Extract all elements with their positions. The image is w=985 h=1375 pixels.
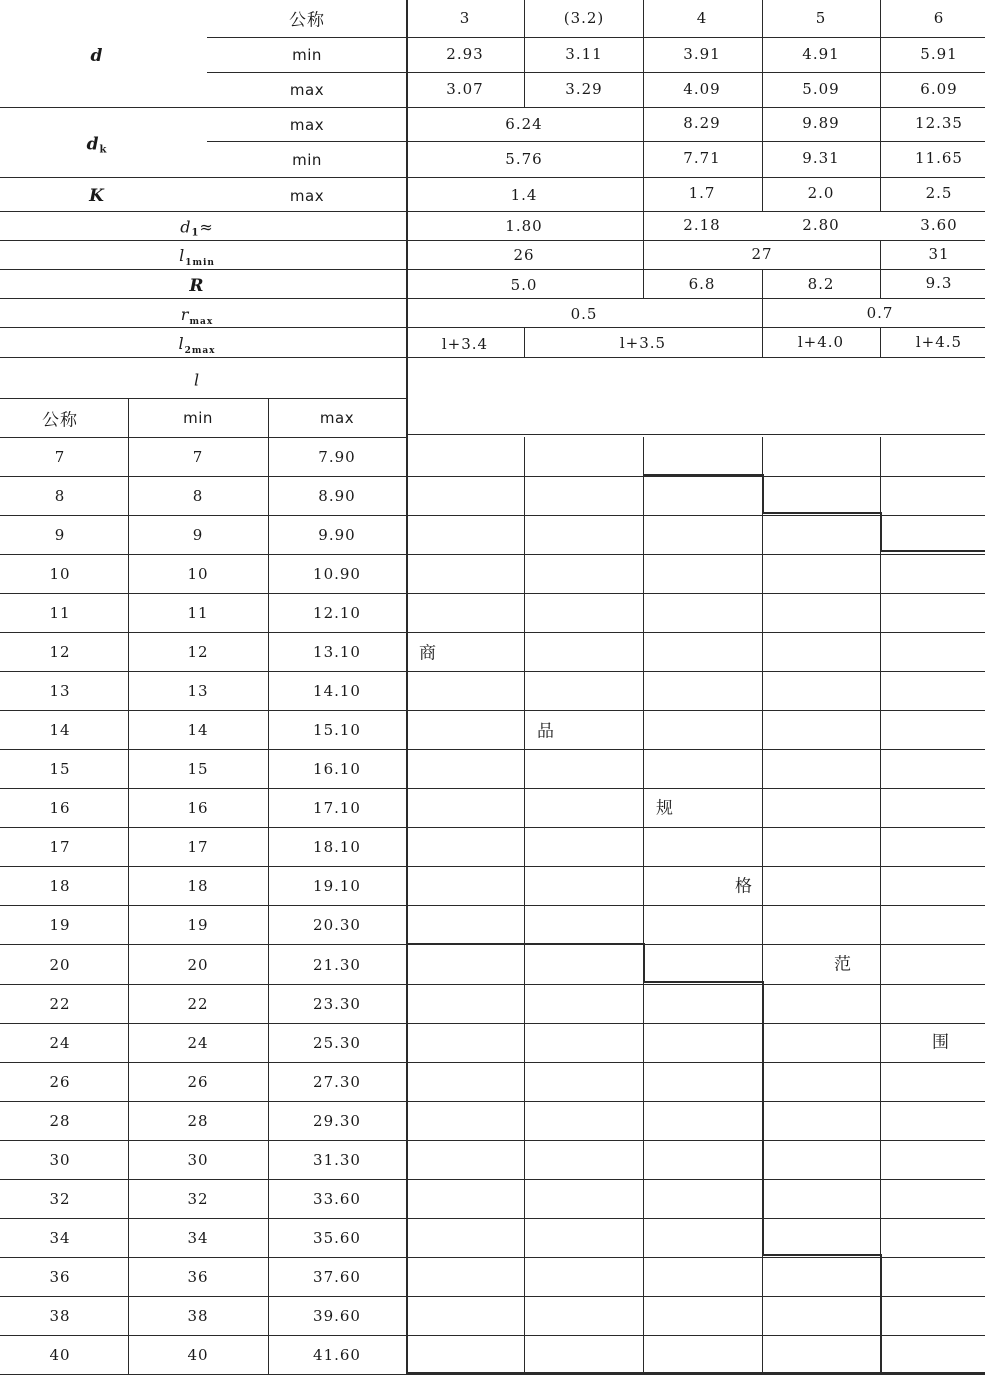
- grid-line: [0, 1101, 406, 1102]
- max-label: max: [289, 187, 325, 205]
- grid-line: [0, 788, 406, 789]
- grid-line: [880, 512, 882, 551]
- grid-line: [268, 398, 269, 1375]
- d-min-value: 5.91: [920, 45, 958, 63]
- length-max-value: 27.30: [313, 1072, 361, 1091]
- grid-line: [880, 437, 881, 1375]
- grid-line: [880, 0, 881, 107]
- length-nominal-value: 15: [49, 760, 71, 779]
- max-label: max: [289, 116, 325, 134]
- grid-line: [0, 240, 985, 241]
- grid-line: [880, 327, 881, 357]
- nominal-size-label: 公称: [289, 10, 325, 31]
- length-max-value: 16.10: [313, 760, 361, 779]
- length-max-value: 7.90: [318, 448, 356, 466]
- length-min-value: 40: [187, 1345, 209, 1364]
- length-max-value: 18.10: [313, 838, 361, 857]
- k-max-value: 2.5: [925, 184, 953, 202]
- param-d-symbol: d: [90, 46, 104, 66]
- length-nominal-value: 14: [49, 721, 71, 740]
- length-max-value: 33.60: [313, 1189, 361, 1208]
- length-min-value: 16: [187, 799, 209, 818]
- l2-value: l+3.4: [441, 335, 489, 353]
- grid-line: [0, 671, 406, 672]
- param-l1-symbol: $l_{1min}$: [179, 246, 215, 268]
- length-nominal-value: 18: [49, 877, 71, 896]
- size-header: 6: [933, 9, 945, 27]
- length-max-value: 23.30: [313, 994, 361, 1013]
- dk-max-value: 12.35: [915, 114, 963, 132]
- length-symbol: l: [193, 370, 201, 390]
- grid-line: [406, 710, 985, 711]
- rmax-value: 0.7: [866, 304, 894, 322]
- grid-line: [643, 107, 644, 211]
- min-label: min: [292, 46, 322, 64]
- length-nominal-value: 17: [49, 838, 71, 857]
- length-min-value: 32: [187, 1189, 209, 1208]
- grid-line: [406, 593, 985, 594]
- length-max-value: 13.10: [313, 643, 361, 662]
- length-min-value: 26: [187, 1072, 209, 1091]
- length-nominal-value: 22: [49, 994, 71, 1013]
- length-max-value: 14.10: [313, 682, 361, 701]
- length-nominal-value: 9: [54, 526, 66, 545]
- grid-line: [762, 327, 763, 357]
- length-nominal-value: 30: [49, 1150, 71, 1169]
- grid-line: [406, 632, 985, 633]
- grid-line: [406, 943, 643, 945]
- length-min-value: 38: [187, 1306, 209, 1325]
- length-nominal-value: 24: [49, 1033, 71, 1052]
- grid-line: [128, 398, 406, 399]
- dk-max-value: 6.24: [505, 115, 543, 133]
- param-l2-symbol: $l_{2max}$: [178, 334, 216, 356]
- grid-line: [762, 107, 763, 211]
- grid-line: [0, 515, 406, 516]
- grid-line: [406, 1335, 985, 1336]
- length-max-value: 17.10: [313, 799, 361, 818]
- grid-line: [0, 944, 406, 945]
- length-min-value: 13: [187, 682, 209, 701]
- grid-line: [880, 107, 881, 211]
- grid-line: [643, 474, 762, 476]
- l2-value: l+4.0: [797, 333, 845, 351]
- d-max-value: 6.09: [920, 80, 958, 98]
- grid-line: [406, 1218, 985, 1219]
- grid-line: [0, 298, 985, 299]
- d1-value: 2.18: [683, 216, 721, 234]
- grid-line: [762, 474, 764, 513]
- length-nominal-value: 28: [49, 1111, 71, 1130]
- grid-line: [406, 1023, 985, 1024]
- d-min-value: 3.91: [683, 45, 721, 63]
- size-header: 4: [696, 9, 708, 27]
- d-min-value: 2.93: [446, 45, 484, 63]
- grid-line: [0, 357, 985, 358]
- d1-value: 3.60: [920, 216, 958, 234]
- grid-line: [406, 1257, 985, 1258]
- range-marker-char: 商: [419, 643, 437, 664]
- grid-line: [880, 269, 881, 298]
- grid-line: [643, 0, 644, 107]
- l2-value: l+4.5: [915, 333, 963, 351]
- l2-value: l+3.5: [619, 334, 667, 352]
- d1-value: 1.80: [505, 217, 543, 235]
- length-max-value: 37.60: [313, 1267, 361, 1286]
- d-max-value: 5.09: [802, 80, 840, 98]
- length-min-value: 14: [187, 721, 209, 740]
- grid-line: [406, 0, 408, 1375]
- grid-line: [762, 981, 764, 1255]
- length-min-value: 15: [187, 760, 209, 779]
- length-min-label: min: [183, 409, 213, 427]
- r-value: 6.8: [688, 275, 716, 293]
- param-d1-symbol: $d_1\approx$: [180, 217, 214, 239]
- grid-line: [0, 211, 985, 212]
- grid-line: [0, 107, 985, 108]
- length-nominal-value: 12: [49, 643, 71, 662]
- length-nominal-value: 34: [49, 1228, 71, 1247]
- range-marker-char: 品: [537, 721, 555, 742]
- size-header: 5: [815, 9, 827, 27]
- grid-line: [0, 632, 406, 633]
- k-max-value: 2.0: [807, 184, 835, 202]
- r-value: 9.3: [925, 274, 953, 292]
- length-max-value: 25.30: [313, 1033, 361, 1052]
- dk-min-value: 11.65: [915, 149, 963, 167]
- param-k-symbol: K: [89, 186, 105, 206]
- length-max-value: 35.60: [313, 1228, 361, 1247]
- grid-line: [762, 298, 763, 327]
- length-max-value: 29.30: [313, 1111, 361, 1130]
- grid-line: [207, 72, 985, 73]
- d-min-value: 4.91: [802, 45, 840, 63]
- range-marker-char: 范: [834, 954, 852, 975]
- grid-line: [0, 437, 406, 438]
- grid-line: [643, 981, 762, 983]
- grid-line: [0, 749, 406, 750]
- length-min-value: 8: [192, 487, 204, 506]
- grid-line: [0, 269, 985, 270]
- grid-line: [406, 866, 985, 867]
- grid-line: [406, 1101, 985, 1102]
- length-max-value: 41.60: [313, 1345, 361, 1364]
- grid-line: [524, 327, 525, 357]
- grid-line: [406, 1062, 985, 1063]
- length-min-value: 19: [187, 916, 209, 935]
- min-label: min: [292, 151, 322, 169]
- grid-line: [0, 710, 406, 711]
- length-nominal-value: 40: [49, 1345, 71, 1364]
- length-min-value: 36: [187, 1267, 209, 1286]
- grid-line: [0, 1179, 406, 1180]
- dk-min-value: 9.31: [802, 149, 840, 167]
- length-nominal-value: 19: [49, 916, 71, 935]
- grid-line: [406, 476, 985, 477]
- grid-line: [406, 1372, 985, 1374]
- grid-line: [0, 177, 985, 178]
- grid-line: [0, 1335, 406, 1336]
- grid-line: [0, 905, 406, 906]
- grid-line: [207, 37, 985, 38]
- length-nominal-value: 11: [49, 604, 71, 623]
- grid-line: [0, 476, 406, 477]
- dk-min-value: 5.76: [505, 150, 543, 168]
- grid-line: [406, 788, 985, 789]
- k-max-value: 1.7: [688, 184, 716, 202]
- grid-line: [406, 984, 985, 985]
- size-header: (3.2): [563, 9, 605, 27]
- length-nominal-label: 公称: [42, 410, 78, 431]
- grid-line: [0, 984, 406, 985]
- d-max-value: 3.07: [446, 80, 484, 98]
- param-dk-symbol: $d_k$: [86, 134, 108, 156]
- length-min-value: 22: [187, 994, 209, 1013]
- length-nominal-value: 16: [49, 799, 71, 818]
- length-nominal-value: 8: [54, 487, 66, 506]
- dk-max-value: 8.29: [683, 114, 721, 132]
- length-min-value: 20: [187, 955, 209, 974]
- grid-line: [762, 0, 763, 107]
- length-max-value: 10.90: [313, 565, 361, 584]
- grid-line: [0, 1218, 406, 1219]
- length-max-value: 15.10: [313, 721, 361, 740]
- grid-line: [0, 554, 406, 555]
- grid-line: [524, 437, 525, 1375]
- grid-line: [643, 437, 644, 1375]
- length-nominal-value: 26: [49, 1072, 71, 1091]
- d1-value: 2.80: [802, 216, 840, 234]
- length-min-value: 24: [187, 1033, 209, 1052]
- r-value: 8.2: [807, 275, 835, 293]
- range-marker-char: 格: [735, 876, 753, 897]
- length-nominal-value: 7: [54, 448, 66, 466]
- grid-line: [643, 943, 645, 982]
- length-max-value: 8.90: [318, 487, 356, 506]
- length-min-value: 11: [187, 604, 209, 623]
- k-max-value: 1.4: [510, 186, 538, 204]
- length-max-value: 21.30: [313, 955, 361, 974]
- grid-line: [406, 749, 985, 750]
- length-min-value: 12: [187, 643, 209, 662]
- length-min-value: 18: [187, 877, 209, 896]
- grid-line: [406, 434, 985, 435]
- grid-line: [0, 327, 985, 328]
- length-nominal-value: 32: [49, 1189, 71, 1208]
- grid-line: [880, 1254, 882, 1375]
- grid-line: [406, 515, 985, 516]
- length-min-value: 17: [187, 838, 209, 857]
- grid-line: [762, 269, 763, 298]
- l1-value: 27: [751, 245, 773, 263]
- grid-line: [0, 593, 406, 594]
- dk-min-value: 7.71: [683, 149, 721, 167]
- grid-line: [762, 512, 880, 514]
- l1-value: 26: [513, 246, 535, 264]
- grid-line: [0, 398, 128, 399]
- grid-line: [406, 1140, 985, 1141]
- grid-line: [880, 550, 985, 552]
- length-min-value: 34: [187, 1228, 209, 1247]
- length-max-label: max: [319, 409, 355, 427]
- grid-line: [406, 554, 985, 555]
- range-marker-char: 规: [656, 798, 674, 819]
- grid-line: [0, 827, 406, 828]
- d-max-value: 4.09: [683, 80, 721, 98]
- length-max-value: 12.10: [313, 604, 361, 623]
- grid-line: [0, 1257, 406, 1258]
- length-min-value: 7: [192, 448, 204, 466]
- length-max-value: 31.30: [313, 1150, 361, 1169]
- grid-line: [524, 0, 525, 107]
- length-max-value: 19.10: [313, 877, 361, 896]
- length-min-value: 30: [187, 1150, 209, 1169]
- grid-line: [406, 1179, 985, 1180]
- grid-line: [207, 141, 985, 142]
- grid-line: [406, 827, 985, 828]
- max-label: max: [289, 81, 325, 99]
- grid-line: [406, 671, 985, 672]
- d-max-value: 3.29: [565, 80, 603, 98]
- r-value: 5.0: [510, 276, 538, 294]
- rmax-value: 0.5: [570, 305, 598, 323]
- grid-line: [406, 1296, 985, 1297]
- grid-line: [0, 866, 406, 867]
- grid-line: [0, 1023, 406, 1024]
- length-nominal-value: 36: [49, 1267, 71, 1286]
- grid-line: [0, 1062, 406, 1063]
- length-nominal-value: 13: [49, 682, 71, 701]
- param-r-symbol: R: [189, 276, 205, 296]
- length-max-value: 9.90: [318, 526, 356, 545]
- param-rmax-symbol: $r_{max}$: [180, 305, 214, 327]
- grid-line: [0, 1140, 406, 1141]
- grid-line: [128, 398, 129, 1375]
- grid-line: [406, 905, 985, 906]
- grid-line: [0, 1296, 406, 1297]
- grid-line: [880, 240, 881, 269]
- size-header: 3: [459, 9, 471, 27]
- dk-max-value: 9.89: [802, 114, 840, 132]
- length-max-value: 39.60: [313, 1306, 361, 1325]
- length-min-value: 28: [187, 1111, 209, 1130]
- length-max-value: 20.30: [313, 916, 361, 935]
- length-nominal-value: 20: [49, 955, 71, 974]
- range-marker-char: 围: [932, 1032, 950, 1053]
- length-nominal-value: 38: [49, 1306, 71, 1325]
- length-nominal-value: 10: [49, 565, 71, 584]
- d-min-value: 3.11: [565, 45, 603, 63]
- grid-line: [643, 211, 644, 298]
- grid-line: [762, 1254, 880, 1256]
- l1-value: 31: [928, 245, 950, 263]
- length-min-value: 9: [192, 526, 204, 545]
- length-min-value: 10: [187, 565, 209, 584]
